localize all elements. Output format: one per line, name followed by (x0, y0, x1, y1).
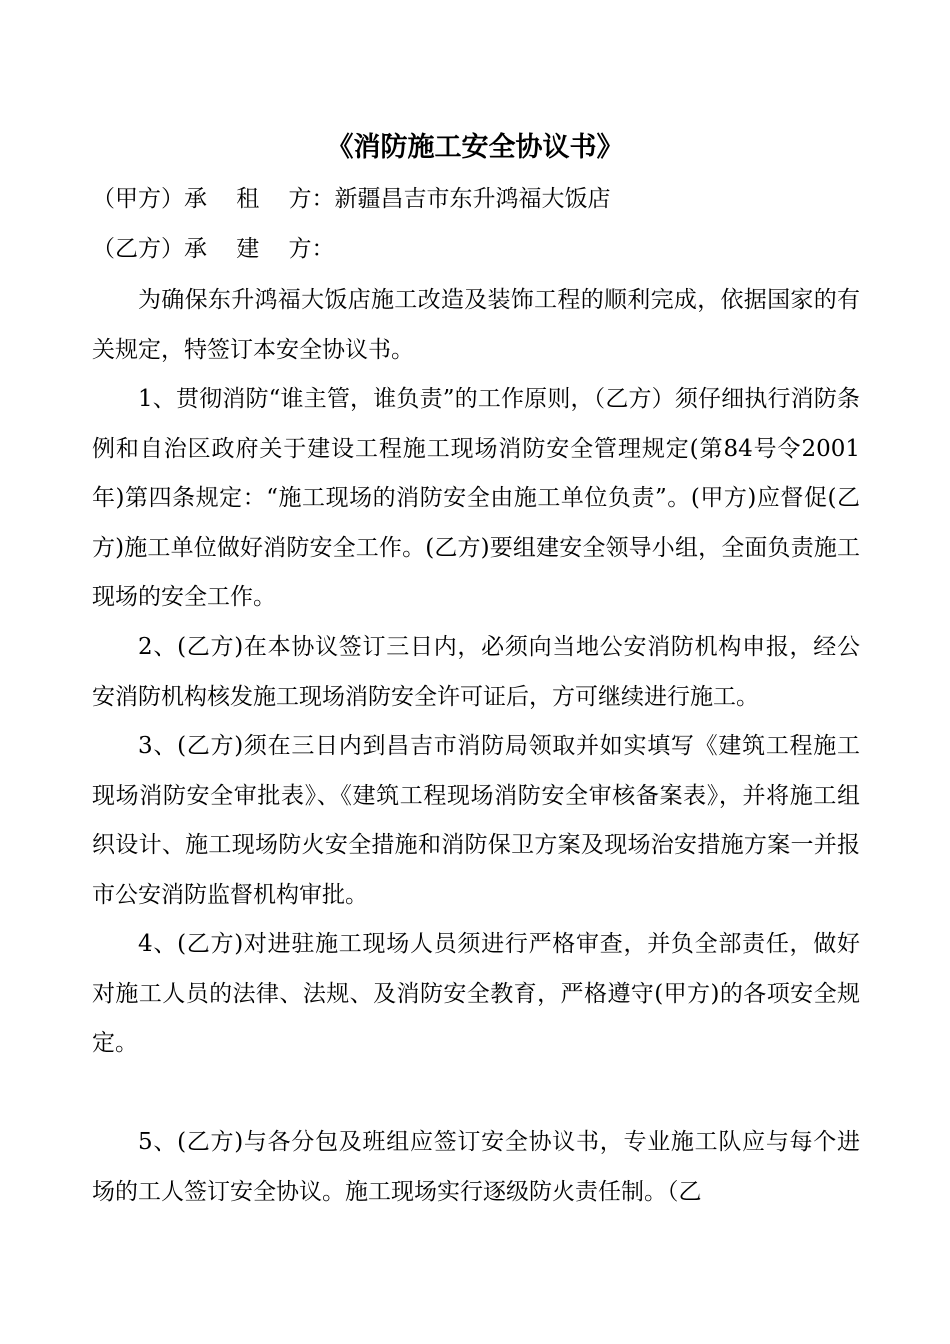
clause-3-paragraph: 3、(乙方)须在三日内到昌吉市消防局领取并如实填写《建筑工程施工现场消防安全审批表》、《建筑工程现场消防安全审核备案表》，并将施工组织设计、施工现场防火安全措施和消防保卫方案及现场治安措施方案一并报市公安消防监督机构审批。 (92, 733, 860, 908)
clause-1-paragraph: 1、贯彻消防“谁主管，谁负责”的工作原则，（乙方）须仔细执行消防条例和自治区政府关于建设工程施工现场消防安全管理规定(第84号令2001年)第四条规定：“施工现场的消防安全由施工单位负责”。(甲方)应督促(乙方)施工单位做好消防安全工作。(乙方)要组建安全领导小组，全面负责施工现场的安全工作。 (92, 386, 860, 610)
document-title: 《消防施工安全协议书》 (326, 132, 624, 163)
clause-2-paragraph: 2、(乙方)在本协议签订三日内，必须向当地公安消防机构申报，经公安消防机构核发施工现场消防安全许可证后，方可继续进行施工。 (92, 634, 860, 710)
clause-5-paragraph: 5、(乙方)与各分包及班组应签订安全协议书，专业施工队应与每个进场的工人签订安全协议。施工现场实行逐级防火责任制。（乙 (92, 1129, 860, 1205)
clause-4-paragraph: 4、(乙方)对进驻施工现场人员须进行严格审查，并负全部责任，做好对施工人员的法律、法规、及消防安全教育，严格遵守(甲方)的各项安全规定。 (92, 931, 860, 1056)
intro-paragraph: 为确保东升鸿福大饭店施工改造及装饰工程的顺利完成，依据国家的有关规定，特签订本安全协议书。 (92, 287, 860, 363)
party-a-line: （甲方）承 租 方：新疆昌吉市东升鸿福大饭店 (92, 186, 611, 212)
party-b-line: （乙方）承 建 方： (92, 236, 335, 262)
